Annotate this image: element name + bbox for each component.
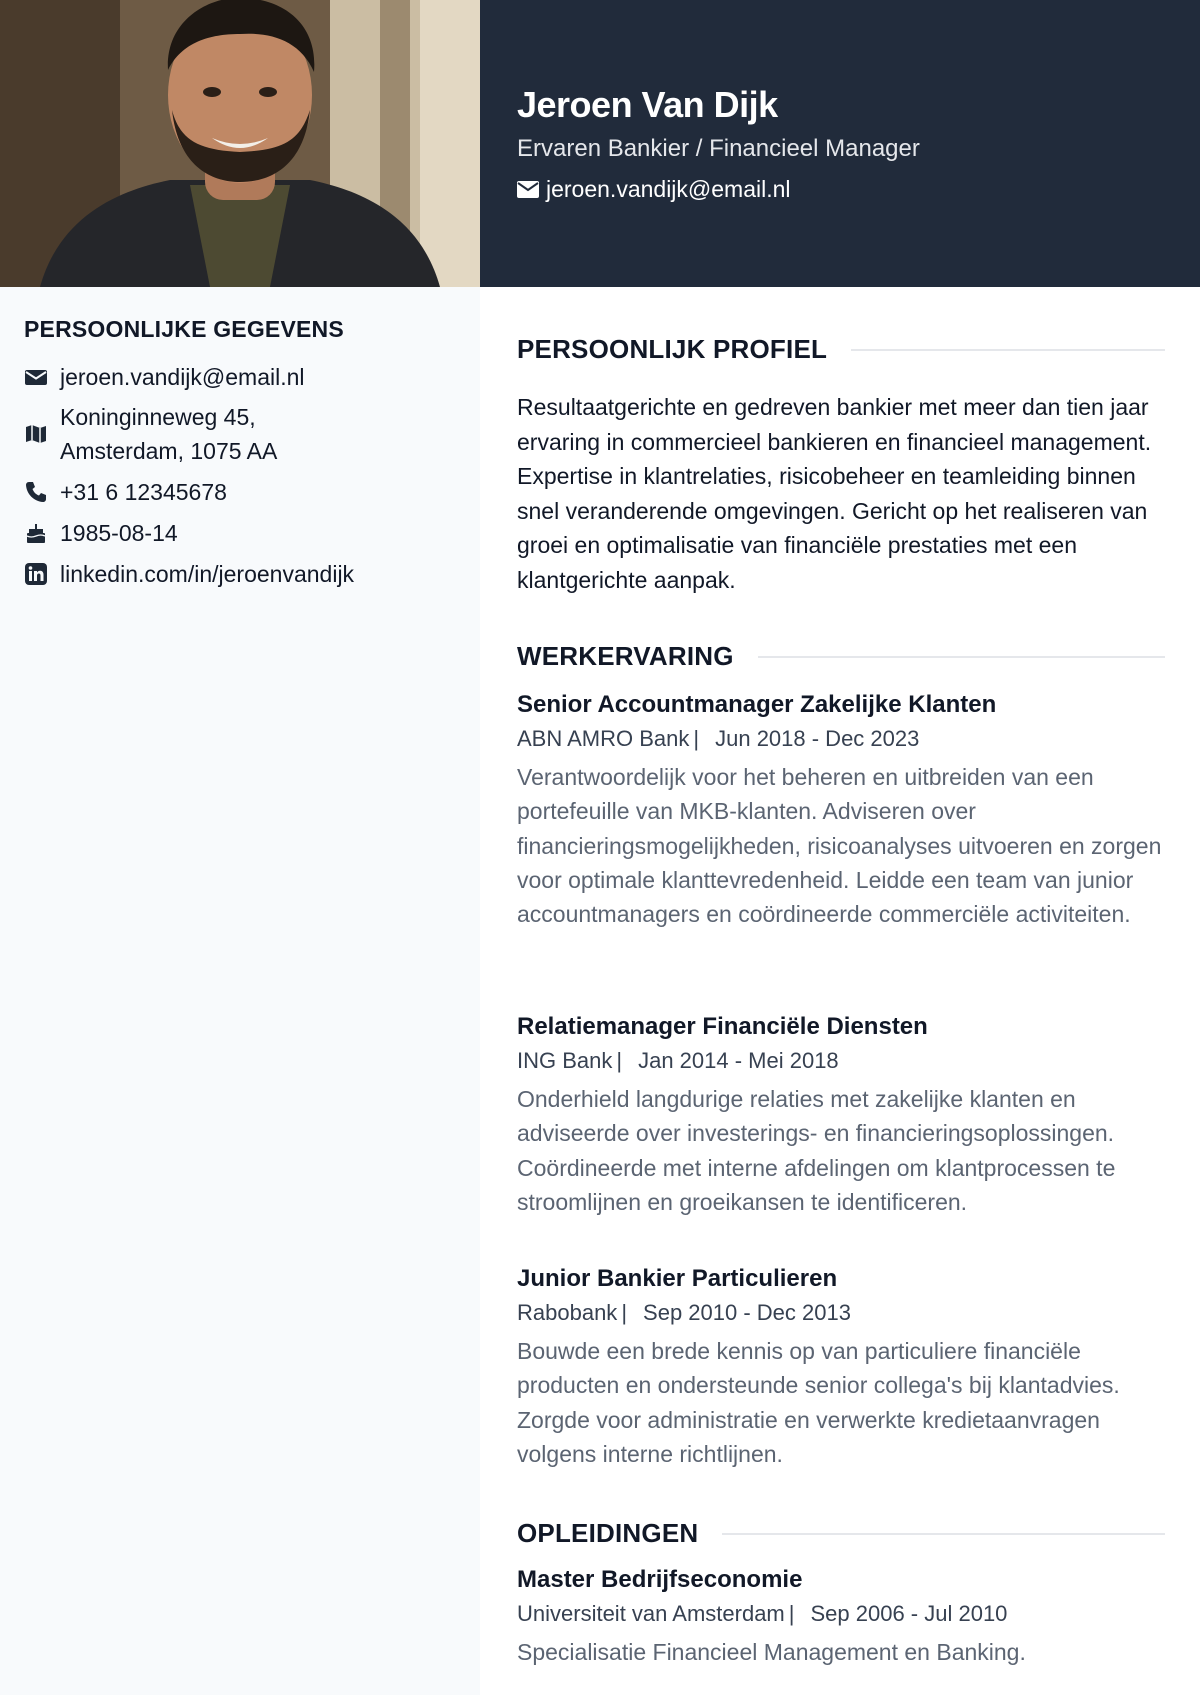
education-title: Master Bedrijfseconomie — [517, 1566, 803, 1593]
envelope-icon — [517, 181, 539, 198]
job-meta — [517, 1300, 851, 1326]
contact-birthdate — [24, 516, 178, 550]
job-company: ABN AMRO Bank — [517, 726, 690, 751]
job-period: Jan 2014 - Mei 2018 — [638, 1048, 839, 1073]
job-title: Relatiemanager Financiële Diensten — [517, 1013, 928, 1040]
contact-address-line2: Amsterdam, 1075 AA — [60, 438, 278, 464]
profile-heading-text: PERSOONLIJK PROFIEL — [517, 334, 828, 364]
job-company: ING Bank — [517, 1048, 613, 1073]
contact-phone[interactable] — [24, 475, 227, 509]
profile-text: Resultaatgerichte en gedreven bankier met meer dan tien jaar ervaring in commercieel bankieren en financieel management. Expertise in klantrelaties, risicobeheer en teamleiding binnen snel veranderende omgevingen. Gericht op het realiseren van groei en optimalisatie van financiële prestaties met een klantgerichte aanpak. — [517, 394, 1152, 593]
header-email[interactable] — [517, 176, 791, 203]
meta-separator: | — [616, 1048, 623, 1073]
linkedin-icon — [24, 562, 48, 586]
profile-heading — [517, 334, 1165, 365]
meta-separator: | — [621, 1300, 628, 1325]
profile-photo — [0, 0, 480, 287]
candidate-name: Jeroen Van Dijk — [517, 84, 778, 125]
phone-icon — [24, 480, 48, 504]
education-description: Specialisatie Financieel Management en Banking. — [517, 1639, 1026, 1665]
job-title: Junior Bankier Particulieren — [517, 1265, 838, 1292]
education-meta — [517, 1601, 1007, 1627]
map-icon — [24, 422, 48, 446]
meta-separator: | — [693, 726, 700, 751]
job-company: Rabobank — [517, 1300, 618, 1325]
contact-linkedin-text: linkedin.com/in/jeroenvandijk — [60, 561, 355, 587]
job-description: Bouwde een brede kennis op van particuliere financiële producten en ondersteunde senior collega's bij klantadvies. Zorgde voor administratie en verwerkte kredietaanvragen volgens interne richtlijnen. — [517, 1338, 1120, 1467]
header — [480, 0, 1200, 287]
contact-birthdate-text: 1985-08-14 — [60, 520, 178, 546]
contact-address-line1: Koninginneweg 45, — [60, 404, 256, 430]
contact-address — [24, 400, 277, 468]
experience-heading — [517, 641, 1165, 672]
section-divider — [758, 656, 1165, 658]
education-period: Sep 2006 - Jul 2010 — [810, 1601, 1008, 1626]
education-institution: Universiteit van Amsterdam — [517, 1601, 785, 1626]
job-title: Senior Accountmanager Zakelijke Klanten — [517, 691, 997, 718]
contact-email-text: jeroen.vandijk@email.nl — [60, 364, 305, 390]
job-meta — [517, 1048, 839, 1074]
personal-details-heading: PERSOONLIJKE GEGEVENS — [24, 316, 344, 342]
birthday-cake-icon — [24, 521, 48, 545]
job-description: Onderhield langdurige relaties met zakelijke klanten en adviseerde over investerings- en financieringsoplossingen. Coördineerde met interne afdelingen om klantprocessen te stroomlijnen en groeikansen te identificeren. — [517, 1086, 1116, 1215]
job-period: Jun 2018 - Dec 2023 — [715, 726, 920, 751]
contact-email[interactable] — [24, 360, 305, 394]
section-divider — [851, 349, 1165, 351]
education-heading — [517, 1518, 1165, 1549]
experience-heading-text: WERKERVARING — [517, 641, 734, 671]
contact-linkedin[interactable] — [24, 557, 354, 591]
job-meta — [517, 726, 919, 752]
contact-phone-text: +31 6 12345678 — [60, 479, 227, 505]
meta-separator: | — [788, 1601, 795, 1626]
job-period: Sep 2010 - Dec 2013 — [643, 1300, 851, 1325]
header-email-text: jeroen.vandijk@email.nl — [546, 176, 791, 202]
section-divider — [722, 1533, 1165, 1535]
job-description: Verantwoordelijk voor het beheren en uitbreiden van een portefeuille van MKB-klanten. Adviseren over financieringsmogelijkheden, risicoanalyses uitvoeren en zorgen voor optimale klanttevredenheid. Leidde een team van junior accountmanagers en coördineerde commerciële activiteiten. — [517, 764, 1162, 928]
education-heading-text: OPLEIDINGEN — [517, 1518, 699, 1548]
candidate-title: Ervaren Bankier / Financieel Manager — [517, 135, 920, 162]
envelope-icon — [24, 365, 48, 389]
